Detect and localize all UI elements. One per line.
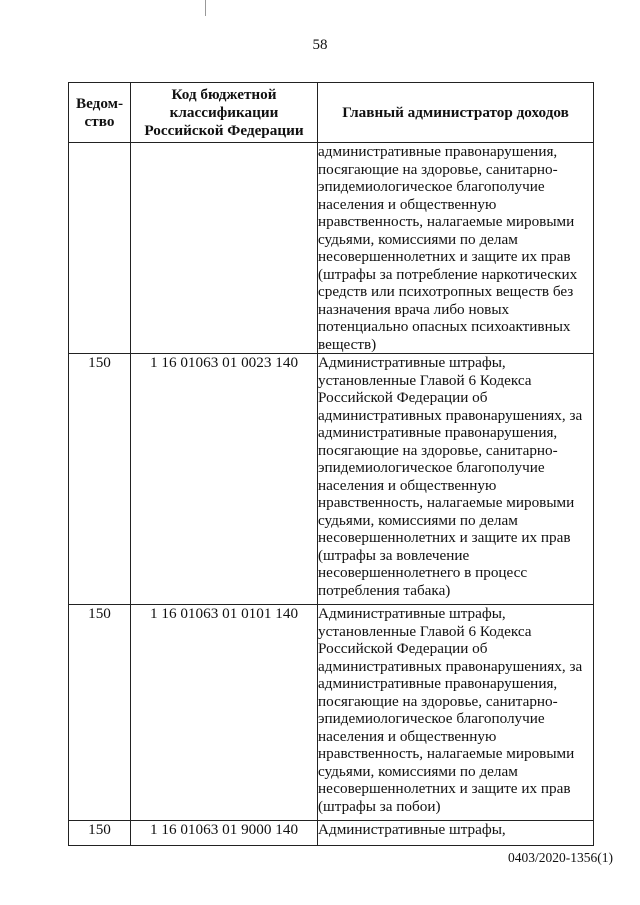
description-line: судьями, комиссиями по делам [318,230,518,248]
page-top-mark [205,0,206,16]
description-line: нравственность, налагаемые мировыми [318,745,575,762]
description-line: посягающие на здоровье, санитарно- [318,441,558,459]
header-code: Код бюджетной классификации Российской Федерации [131,83,318,143]
description-line: (штрафы за вовлечение [318,546,470,564]
description-line: несовершеннолетних и защите их прав [318,529,571,546]
description-line: административных правонарушениях, за [318,406,583,424]
description-line: эпидемиологическое благополучие [318,710,545,727]
description-line: Российской Федерации об [318,640,488,657]
description-line: эпидемиологическое благополучие [318,178,545,195]
budget-code-cell: 1 16 01063 01 0101 140 [131,605,318,821]
administrator-cell [318,143,594,354]
description-line: эпидемиологическое благополучие [318,459,545,476]
page-number: 58 [312,37,328,53]
description-line: населения и общественную [318,727,497,745]
budget-code-cell: 1 16 01063 01 9000 140 [131,821,318,846]
description-line: Административные штрафы, [318,821,506,838]
description-line: населения и общественную [318,195,497,213]
description-line: назначения врача либо новых [318,300,510,318]
description-line: потенциально опасных психоактивных [318,318,571,335]
department-cell: 150 [69,821,131,846]
description-line: административные правонарушения, [318,143,558,160]
description-line: несовершеннолетнего в процесс [318,564,528,581]
budget-revenue-table [68,82,594,846]
description-line: судьями, комиссиями по делам [318,762,518,780]
budget-code-cell [131,143,318,354]
header-administrator: Главный администратор доходов [318,83,594,143]
department-cell: 150 [69,354,131,605]
description-line: посягающие на здоровье, санитарно- [318,692,558,710]
description-line: средств или психотропных веществ без [318,283,574,300]
description-line: Административные штрафы, [318,354,506,371]
table-row [69,354,594,605]
administrator-cell [318,354,594,605]
description-line: посягающие на здоровье, санитарно- [318,160,558,178]
description-line: административные правонарушения, [318,675,558,692]
description-line: судьями, комиссиями по делам [318,511,518,529]
description-line: несовершеннолетних и защите их прав [318,780,571,797]
description-line: веществ) [318,335,377,353]
description-line: Российской Федерации об [318,389,488,406]
description-line: потребления табака) [318,581,451,599]
description-line: административных правонарушениях, за [318,657,583,675]
description-line: административные правонарушения, [318,424,558,441]
administrator-cell [318,605,594,821]
administrator-cell [318,821,594,846]
description-line: населения и общественную [318,476,497,494]
document-reference: 0403/2020-1356(1) [508,850,613,865]
table-header-row [69,83,594,143]
description-line: нравственность, налагаемые мировыми [318,494,575,511]
header-department: Ведом- ство [69,83,131,143]
budget-code-cell: 1 16 01063 01 0023 140 [131,354,318,605]
description-line: (штрафы за потребление наркотических [318,265,578,283]
table-row [69,605,594,821]
description-line: (штрафы за побои) [318,797,441,815]
department-cell: 150 [69,605,131,821]
description-line: установленные Главой 6 Кодекса [318,622,532,640]
table-row [69,143,594,354]
description-line: нравственность, налагаемые мировыми [318,213,575,230]
description-line: несовершеннолетних и защите их прав [318,248,571,265]
department-cell [69,143,131,354]
description-line: установленные Главой 6 Кодекса [318,371,532,389]
table-row [69,821,594,846]
description-line: Административные штрафы, [318,605,506,622]
